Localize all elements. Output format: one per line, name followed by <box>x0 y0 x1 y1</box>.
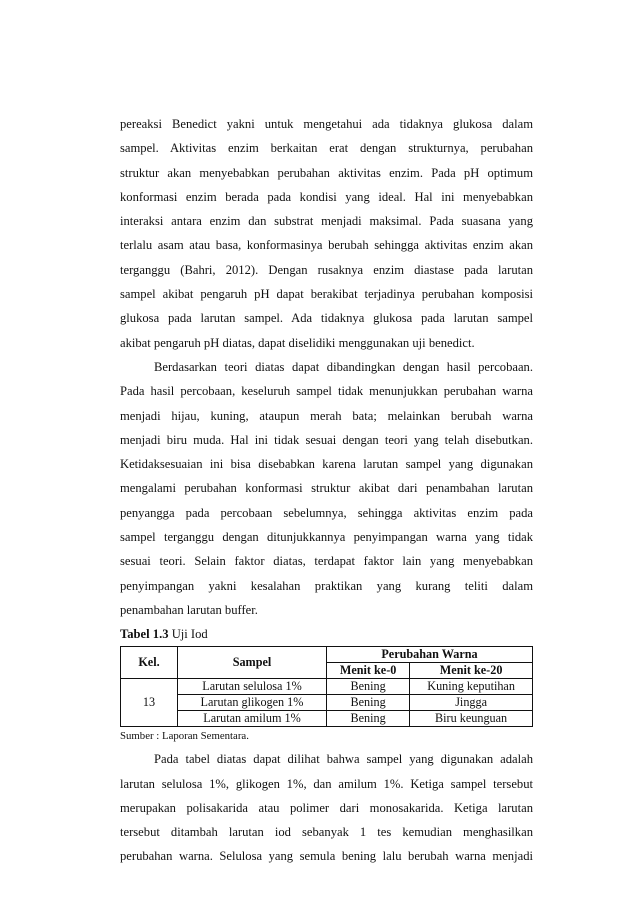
text-line: Pada tabel diatas dapat dilihat bahwa sampel yang digunakan adalah <box>154 752 533 767</box>
text-line: mengalami perubahan konformasi struktur akibat dari penambahan larutan <box>120 481 533 496</box>
paragraph-discussion <box>120 355 533 622</box>
text-line: sampel. Aktivitas enzim berkaitan erat dengan strukturnya, perubahan <box>120 141 533 156</box>
text-line: penambahan larutan buffer. <box>120 602 258 617</box>
cell-menit-0: Bening <box>327 711 410 727</box>
paragraph-table-analysis <box>120 747 533 868</box>
text-line: pereaksi Benedict yakni untuk mengetahui ada tidaknya glukosa dalam <box>120 117 533 131</box>
cell-sampel: Larutan amilum 1% <box>178 711 327 727</box>
text-line: glukosa pada larutan sampel. Ada tidaknya glukosa pada larutan sampel <box>120 311 533 326</box>
text-line: terganggu (Bahri, 2012). Dengan rusaknya enzim diastase pada larutan <box>120 262 533 277</box>
table-row <box>121 679 533 695</box>
text-line: sampel terganggu dengan ditunjukkannya penyimpangan warna yang tidak <box>120 530 533 545</box>
cell-menit-20: Kuning keputihan <box>410 679 533 695</box>
text-line: menjadi hijau, kuning, ataupun merah bata; melainkan berubah warna <box>120 408 533 423</box>
text-line: tersebut ditambah larutan iod sebanyak 1 tes kemudian menghasilkan <box>120 825 533 840</box>
text-line: terlalu asam atau basa, konformasinya berubah sehingga aktivitas enzim akan <box>120 238 533 253</box>
text-line: perubahan warna. Selulosa yang semula bening lalu berubah warna menjadi <box>120 849 533 864</box>
cell-menit-20: Biru keunguan <box>410 711 533 727</box>
text-line: sampel akibat pengaruh pH dapat berakibat terjadinya perubahan komposisi <box>120 287 533 302</box>
uji-iod-table <box>120 646 533 727</box>
header-menit-0: Menit ke-0 <box>327 663 410 679</box>
text-line: akibat pengaruh pH diatas, dapat diselidiki menggunakan uji benedict. <box>120 335 475 350</box>
text-line: Berdasarkan teori diatas dapat dibandingkan dengan hasil percobaan. <box>154 359 533 374</box>
cell-menit-0: Bening <box>327 679 410 695</box>
cell-menit-0: Bening <box>327 695 410 711</box>
header-perubahan-warna: Perubahan Warna <box>327 647 533 663</box>
text-line: konformasi enzim berada pada kondisi yang ideal. Hal ini menyebabkan <box>120 189 533 204</box>
cell-kel: 13 <box>121 679 178 727</box>
cell-sampel: Larutan selulosa 1% <box>178 679 327 695</box>
text-line: sesuai teori. Selain faktor diatas, terdapat faktor lain yang menyebabkan <box>120 554 533 569</box>
table-row <box>121 711 533 727</box>
text-line: interaksi antara enzim dan substrat menjadi maksimal. Pada suasana yang <box>120 214 533 229</box>
text-line: Pada hasil percobaan, keseluruh sampel tidak menunjukkan perubahan warna <box>120 384 533 399</box>
header-sampel: Sampel <box>178 647 327 679</box>
text-line: larutan selulosa 1%, glikogen 1%, dan amilum 1%. Ketiga sampel tersebut <box>120 776 533 791</box>
header-kel: Kel. <box>121 647 178 679</box>
text-line: penyimpangan yakni kesalahan praktikan yang kurang teliti dalam <box>120 578 533 593</box>
text-line: Ketidaksesuaian ini bisa disebabkan karena larutan sampel yang digunakan <box>120 457 533 472</box>
cell-sampel: Larutan glikogen 1% <box>178 695 327 711</box>
document-page <box>120 112 533 869</box>
cell-menit-20: Jingga <box>410 695 533 711</box>
text-line: menjadi biru muda. Hal ini tidak sesuai dengan teori yang telah disebutkan. <box>120 432 533 447</box>
table-caption <box>120 624 533 644</box>
text-line: merupakan polisakarida atau polimer dari monosakarida. Ketiga larutan <box>120 800 533 815</box>
table-row <box>121 695 533 711</box>
text-line: penyangga pada percobaan sebelumnya, sehingga aktivitas enzim pada <box>120 505 533 520</box>
paragraph-benedict <box>120 112 533 355</box>
table-source: Sumber : Laporan Sementara. <box>120 730 249 743</box>
table-caption-text: Uji Iod <box>171 627 208 642</box>
table-caption-label: Tabel 1.3 <box>120 627 169 642</box>
header-menit-20: Menit ke-20 <box>410 663 533 679</box>
table-header-row <box>121 647 533 663</box>
text-line: struktur akan menyebabkan perubahan aktivitas enzim. Pada pH optimum <box>120 165 533 180</box>
